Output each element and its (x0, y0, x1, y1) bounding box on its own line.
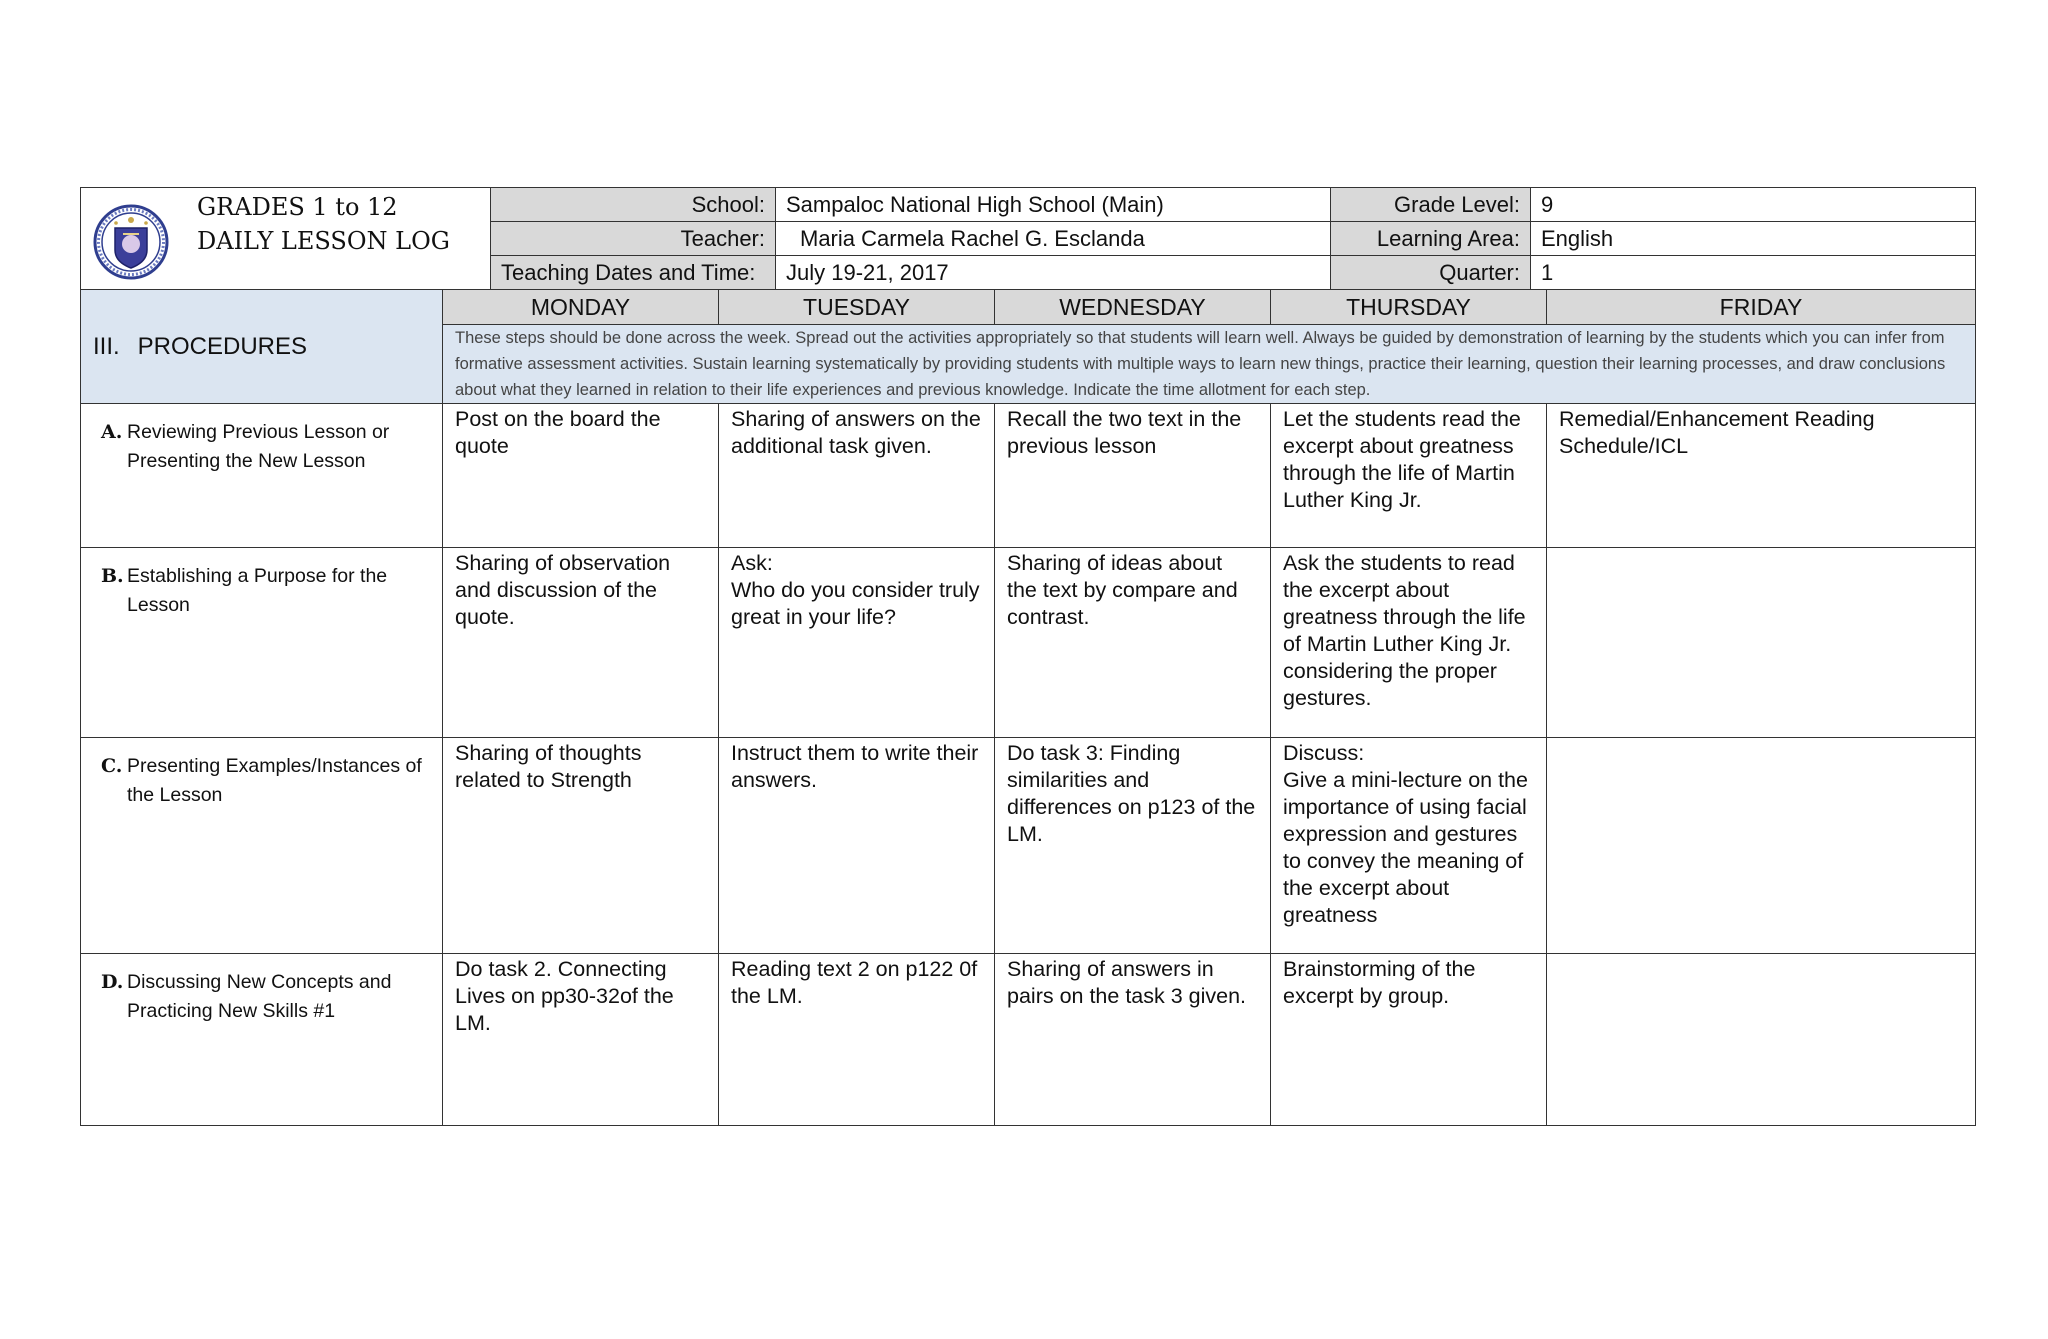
cell-tuesday: Ask: Who do you consider truly great in your life? (719, 548, 995, 738)
dates-value: July 19-21, 2017 (776, 256, 1331, 290)
school-value: Sampaloc National High School (Main) (776, 188, 1331, 222)
row-label (81, 738, 443, 954)
cell-monday: Sharing of observation and discussion of the quote. (443, 548, 719, 738)
cell-wednesday: Sharing of ideas about the text by compare and contrast. (995, 548, 1271, 738)
area-label: Learning Area: (1331, 222, 1531, 256)
cell-tuesday: Reading text 2 on p122 0f the LM. (719, 954, 995, 1126)
procedures-table (80, 289, 1976, 1126)
row-label-text: Presenting Examples/Instances of the Lesson (127, 755, 422, 806)
cell-monday: Sharing of thoughts related to Strength (443, 738, 719, 954)
table-row (81, 954, 1976, 1126)
cell-monday: Do task 2. Connecting Lives on pp30-32of the LM. (443, 954, 719, 1126)
title-line2: DAILY LESSON LOG (197, 227, 450, 255)
cell-tuesday: Sharing of answers on the additional task given. (719, 404, 995, 548)
cell-thursday: Ask the students to read the excerpt about greatness through the life of Martin Luther King Jr. considering the proper gestures. (1271, 548, 1547, 738)
cell-friday: Remedial/Enhancement Reading Schedule/ICL (1547, 404, 1976, 548)
cell-friday (1547, 954, 1976, 1126)
quarter-label: Quarter: (1331, 256, 1531, 290)
row-letter: D. (101, 971, 124, 993)
title-block (197, 190, 450, 258)
grade-value: 9 (1531, 188, 1976, 222)
row-label-text: Discussing New Concepts and Practicing New Skills #1 (127, 971, 392, 1022)
row-label-text: Reviewing Previous Lesson or Presenting the New Lesson (127, 421, 390, 472)
day-header-friday: FRIDAY (1547, 290, 1976, 325)
day-header-monday: MONDAY (443, 290, 719, 325)
quarter-value: 1 (1531, 256, 1976, 290)
school-label: School: (491, 188, 776, 222)
cell-wednesday: Recall the two text in the previous lesson (995, 404, 1271, 548)
row-label (81, 404, 443, 548)
teacher-label: Teacher: (491, 222, 776, 256)
cell-wednesday: Do task 3: Finding similarities and differences on p123 of the LM. (995, 738, 1271, 954)
cell-friday (1547, 548, 1976, 738)
row-label-text: Establishing a Purpose for the Lesson (127, 565, 388, 616)
cell-thursday: Brainstorming of the excerpt by group. (1271, 954, 1547, 1126)
row-letter: B. (101, 565, 124, 587)
cell-monday: Post on the board the quote (443, 404, 719, 548)
table-row (81, 548, 1976, 738)
table-row (81, 738, 1976, 954)
procedures-note: These steps should be done across the week. Spread out the activities appropriately so that students will learn well. Always be guided by demonstration of learning by the students which you can infer from formative assessment activities. Sustain learning systematically by providing students with multiple ways to learn new things, practice their learning, question their learning processes, and draw conclusions about what they learned in relation to their life experiences and previous knowledge. Indicate the time allotment for each step. (443, 325, 1976, 404)
procedures-number: III. (93, 332, 120, 360)
deped-seal-icon (93, 204, 169, 280)
procedures-heading (81, 290, 443, 404)
area-value: English (1531, 222, 1976, 256)
logo-title-cell (81, 188, 491, 290)
procedures-title: PROCEDURES (137, 332, 308, 360)
cell-wednesday: Sharing of answers in pairs on the task 3 given. (995, 954, 1271, 1126)
header-table (80, 187, 1976, 290)
row-letter: A. (101, 421, 123, 443)
table-row (81, 404, 1976, 548)
day-header-tuesday: TUESDAY (719, 290, 995, 325)
teacher-value: Maria Carmela Rachel G. Esclanda (776, 222, 1331, 256)
day-header-wednesday: WEDNESDAY (995, 290, 1271, 325)
dates-label: Teaching Dates and Time: (491, 256, 776, 290)
cell-tuesday: Instruct them to write their answers. (719, 738, 995, 954)
row-letter: C. (101, 755, 123, 777)
row-label (81, 954, 443, 1126)
row-label (81, 548, 443, 738)
cell-thursday: Let the students read the excerpt about greatness through the life of Martin Luther King Jr. (1271, 404, 1547, 548)
day-header-thursday: THURSDAY (1271, 290, 1547, 325)
grade-label: Grade Level: (1331, 188, 1531, 222)
title-line1: GRADES 1 to 12 (197, 193, 398, 221)
cell-thursday: Discuss: Give a mini-lecture on the importance of using facial expression and gestures to convey the meaning of the excerpt about greatness (1271, 738, 1547, 954)
cell-friday (1547, 738, 1976, 954)
